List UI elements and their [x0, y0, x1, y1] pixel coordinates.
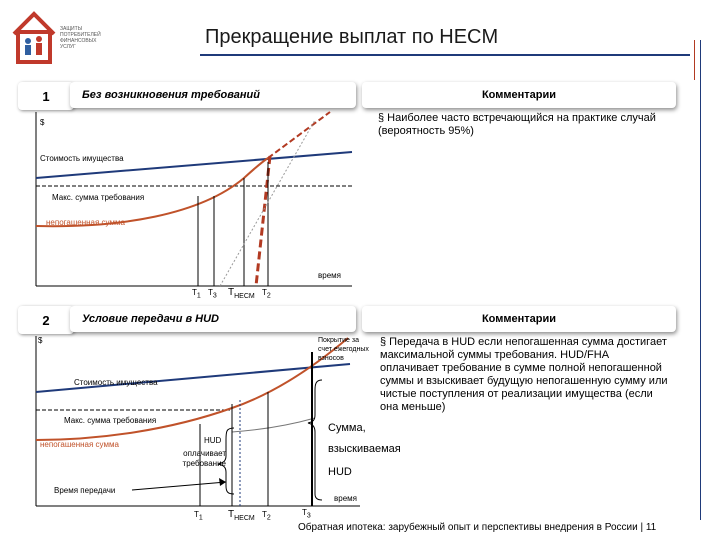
tick-t1-text: T — [194, 510, 199, 519]
hud-paid-text: оплачивает требование — [182, 449, 226, 468]
property-value-label: Стоимость имущества — [74, 378, 158, 387]
time-label: время — [334, 494, 357, 503]
tick-thecm-text: T — [228, 509, 235, 520]
section-2-heading-text: Условие передачи в HUD — [82, 313, 220, 325]
y-axis-label: $ — [40, 118, 45, 127]
tick-t2 — [262, 510, 271, 522]
coverage-curve — [232, 418, 315, 432]
tick-t3 — [302, 508, 311, 520]
hud2-label: HUD — [328, 466, 352, 478]
section-2-comment-header: Комментарии — [362, 306, 676, 332]
hud-paid-label — [166, 449, 226, 469]
tick-thecm — [228, 509, 255, 522]
transfer-arrow-head — [219, 478, 226, 486]
tick-t3-text: T — [302, 508, 307, 517]
tick-t3-sub: 3 — [212, 292, 217, 300]
coverage-label — [318, 336, 374, 363]
section-1-comment-header: Комментарии — [362, 82, 676, 108]
unpaid-balance-label: непогашенная сумма — [46, 218, 125, 227]
tick-t2-sub: 2 — [266, 514, 271, 522]
tick-t2-text: T — [262, 510, 267, 519]
unpaid-balance-label: непогашенная сумма — [40, 440, 119, 449]
collected-label: взыскиваемая — [328, 443, 401, 455]
tick-t2-sub: 2 — [266, 292, 271, 300]
max-claim-label: Макс. сумма требования — [52, 193, 145, 202]
tick-t1-text: T — [192, 288, 197, 297]
tick-thecm-sub: HECM — [234, 515, 255, 522]
section-1-comment: § Наиболее часто встречающийся на практике случай (вероятность 95%) — [378, 112, 656, 137]
section-2-comment: § Передача в HUD если непогашенная сумма достигает максимальной суммы требования. HUD/FHA оплачивает требование в сумме полной непогашенной суммы и взыскивает будущую непогашенную сумму или чистые поступления от реализации имущества (если она меньше) — [380, 336, 668, 413]
section-2-number: 2 — [18, 306, 74, 334]
tick-t1 — [194, 510, 203, 522]
tick-t3-sub: 3 — [306, 512, 311, 520]
logo-line: УСЛУГ — [60, 44, 76, 50]
logo-line: ФИНАНСОВЫХ — [60, 38, 97, 44]
logo-line: ПОТРЕБИТЕЛЕЙ — [60, 32, 101, 38]
time-label: время — [318, 271, 341, 280]
section-1-number: 1 — [18, 82, 74, 110]
page-title: Прекращение выплат по HECM — [205, 26, 499, 48]
tick-t2-text: T — [262, 288, 267, 297]
section-1-heading-text: Без возникновения требований — [82, 89, 260, 101]
footer: Обратная ипотека: зарубежный опыт и перспективы внедрения в России | 11 — [298, 522, 657, 533]
tick-thecm-sub: HECM — [234, 293, 255, 300]
y-axis-label: $ — [38, 336, 43, 345]
tick-t1-sub: 1 — [198, 514, 203, 522]
tick-thecm-text: T — [228, 287, 235, 298]
hud-label: HUD — [204, 436, 222, 445]
max-claim-label: Макс. сумма требования — [64, 416, 157, 425]
logo-line: ЗАЩИТЫ — [60, 26, 83, 32]
amount-brace — [308, 380, 322, 500]
transfer-time-label: Время передачи — [54, 486, 116, 495]
tick-t3-text: T — [208, 288, 213, 297]
tick-t1-sub: 1 — [196, 292, 201, 300]
coverage-text: Покрытие за счет ежегодных взносов — [318, 337, 369, 362]
transfer-arrow — [132, 482, 226, 490]
property-value-label: Стоимость имущества — [40, 154, 124, 163]
amount-label: Сумма, — [328, 422, 366, 434]
